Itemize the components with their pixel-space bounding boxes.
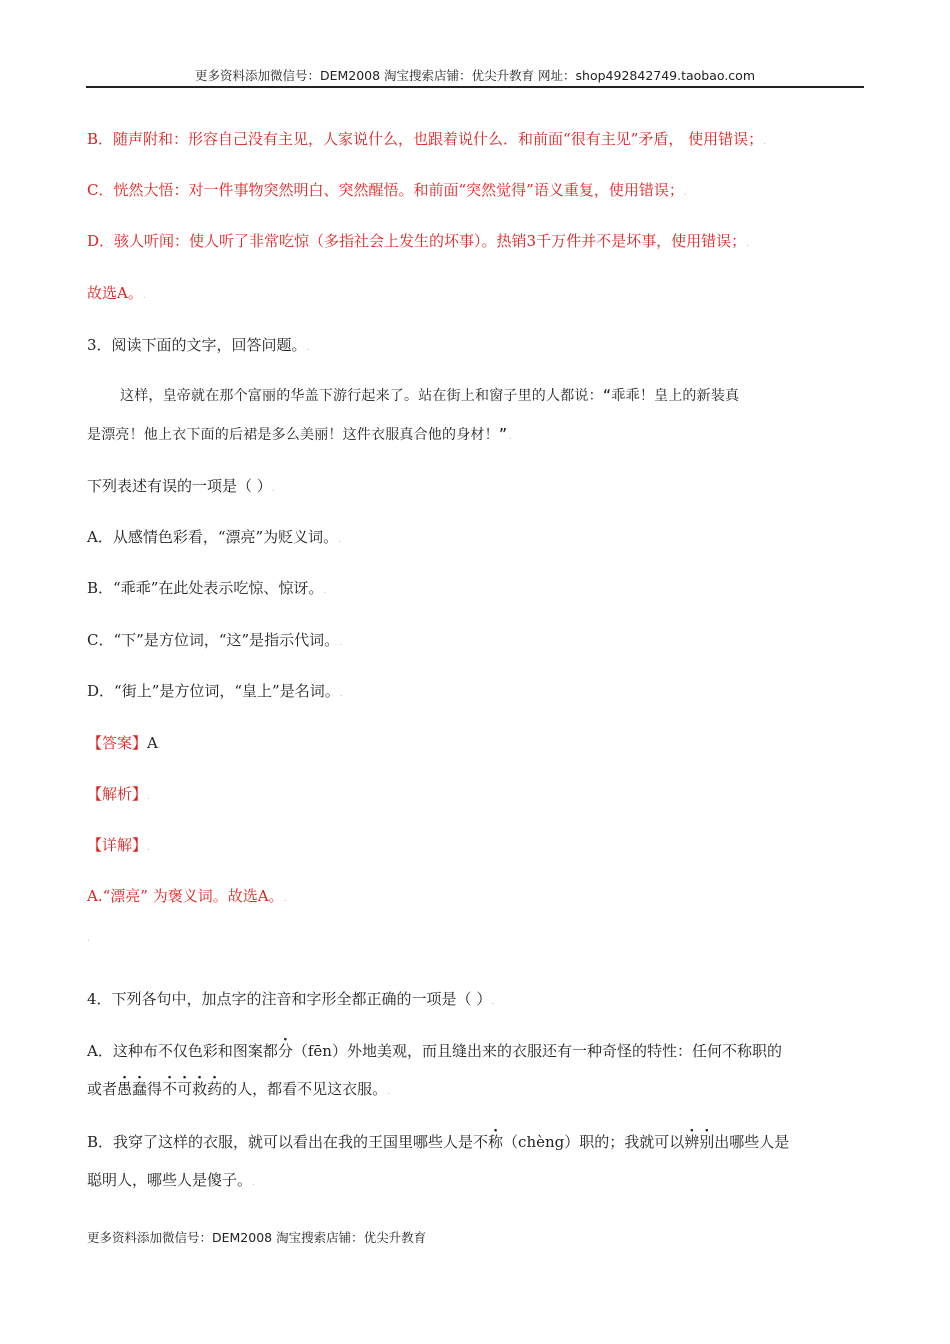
q3-option-b: B．“乖乖”在此处表示吃惊、惊讶。. [87, 579, 327, 597]
analysis-option-c: C．恍然大悟：对一件事物突然明白、突然醒悟。和前面“突然觉得”语义重复，使用错误；. [87, 181, 687, 199]
q4-option-a-line-1: A．这种布不仅色彩和图案都分（fēn）外地美观，而且缝出来的衣服还有一种奇怪的特性：任何不称职的 [87, 1042, 782, 1060]
emphasis-char: 可 [177, 1080, 193, 1098]
q3-answer: 【答案】A. [87, 734, 161, 752]
page-header: 更多资料添加微信号：DEM2008 淘宝搜索店铺：优尖升教育 网址：shop492842749.taobao.com [194, 68, 756, 83]
emphasis-char: 辨 [684, 1133, 700, 1151]
analysis-conclusion: 故选A。. [87, 284, 146, 302]
analysis-option-d: D．骇人听闻：使人听了非常吃惊（多指社会上发生的坏事）。热销3千万件并不是坏事，使用错误；. [87, 232, 749, 250]
page-footer: 更多资料添加微信号：DEM2008 淘宝搜索店铺：优尖升教育 [87, 1230, 427, 1245]
emphasis-char: 愚 [117, 1080, 133, 1098]
emphasis-char: 不 [162, 1080, 178, 1098]
q4-stem: 4．下列各句中，加点字的注音和字形全都正确的一项是（ ）. [87, 990, 495, 1008]
q3-passage-line-1: 这样，皇帝就在那个富丽的华盖下游行起来了。站在街上和窗子里的人都说：“乖乖！皇上的新装真 [120, 388, 740, 404]
emphasis-char: 称 [488, 1133, 504, 1151]
q3-detail-text: A.“漂亮” 为褒义词。故选A。. [87, 887, 287, 905]
q3-analysis-label: 【解析】. [87, 785, 150, 803]
q3-question: 下列表述有误的一项是（ ）. [87, 477, 275, 495]
q3-option-d: D．“街上”是方位词，“皇上”是名词。. [87, 682, 343, 700]
emphasis-char: 救 [192, 1080, 208, 1098]
emphasis-char: 药 [207, 1080, 223, 1098]
emphasis-char: 分 [277, 1042, 293, 1060]
header-divider [86, 86, 864, 88]
blank-paragraph-mark: . [87, 934, 90, 944]
q4-option-b-line-1: B．我穿了这样的衣服，就可以看出在我的王国里哪些人是不称（chèng）职的；我就可以辨别出哪些人是 [87, 1133, 790, 1151]
q3-detail-label: 【详解】. [87, 836, 150, 854]
q3-passage-line-2: 是漂亮！他上衣下面的后裙是多么美丽！这件衣服真合他的身材！”. [87, 427, 514, 443]
q3-option-c: C．“下”是方位词，“这”是指示代词。. [87, 631, 343, 649]
q3-option-a: A．从感情色彩看，“漂亮”为贬义词。. [87, 528, 342, 546]
q4-option-a-line-2: 或者愚蠢得不可救药的人，都看不见这衣服。. [87, 1080, 391, 1098]
q3-stem: 3．阅读下面的文字，回答问题。. [87, 336, 310, 354]
analysis-option-b: B．随声附和：形容自己没有主见，人家说什么，也跟着说什么．和前面“很有主见”矛盾， 使用错误；. [87, 130, 767, 148]
q4-option-b-line-2: 聪明人，哪些人是傻子。. [87, 1171, 255, 1189]
emphasis-char: 蠢 [132, 1080, 148, 1098]
emphasis-char: 别 [699, 1133, 715, 1151]
